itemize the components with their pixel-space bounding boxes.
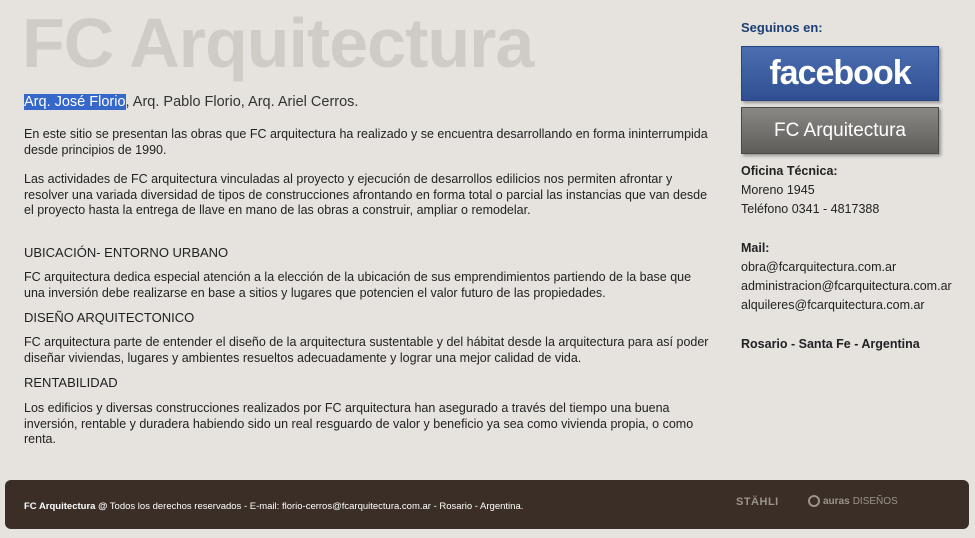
office-address: Moreno 1945: [741, 183, 815, 197]
location-text: Rosario - Santa Fe - Argentina: [741, 337, 920, 351]
auras-logo-light: DISEÑOS: [852, 495, 898, 507]
footer-text: [24, 501, 523, 512]
mail-info: [741, 239, 952, 315]
section-heading-ubicacion: UBICACIÓN- ENTORNO URBANO: [24, 245, 229, 260]
follow-us-title: Seguinos en:: [741, 20, 823, 35]
fc-arquitectura-button[interactable]: FC Arquitectura: [741, 107, 939, 154]
hero-title: FC Arquitectura: [22, 4, 534, 82]
author-highlighted: Arq. José Florio: [24, 94, 126, 110]
auras-logo-bold: auras: [823, 495, 850, 507]
intro-paragraph-1: En este sitio se presentan las obras que FC arquitectura ha realizado y se encuentra desarrollando en forma ininterrumpida desde principios de 1990.: [24, 127, 708, 157]
footer: [5, 480, 969, 529]
auras-logo[interactable]: [808, 495, 898, 507]
footer-brand: FC Arquitectura @: [24, 501, 108, 512]
stahli-logo[interactable]: STÄHLI: [736, 496, 779, 508]
section-text-diseno: FC arquitectura parte de entender el diseño de la arquitectura sustentable y del hábitat desde la arquitectura para así poder diseñar viviendas, lugares y ambientes resueltos adecuadamente y lograr una mejor calidad de vida.: [24, 335, 709, 365]
footer-copyright: Todos los derechos reservados - E-mail: florio-cerros@fcarquitectura.com.ar - Rosario - Argentina.: [107, 501, 524, 512]
mail-link-administracion[interactable]: administracion@fcarquitectura.com.ar: [741, 279, 952, 293]
section-heading-diseno: DISEÑO ARQUITECTONICO: [24, 310, 195, 325]
mail-label: Mail:: [741, 241, 770, 255]
authors-rest: , Arq. Pablo Florio, Arq. Ariel Cerros.: [125, 94, 359, 110]
section-text-ubicacion: FC arquitectura dedica especial atención a la elección de la ubicación de sus emprendimientos partiendo de la base que una inversión debe realizarse en base a sitios y lugares que potencien el valor futuro de las propiedades.: [24, 270, 692, 300]
mail-link-obra[interactable]: obra@fcarquitectura.com.ar: [741, 260, 897, 274]
intro-paragraph-2: Las actividades de FC arquitectura vinculadas al proyecto y ejecución de desarrollos edilicios nos permiten afrontar y resolver una variada diversidad de tipos de construcciones afrontando en forma total o parcial las instancias que van desde el proyecto hasta la entrega de llave en mano de las obras a construir, ampliar o remodelar.: [24, 172, 708, 217]
section-text-rentabilidad: Los edificios y diversas construcciones realizados por FC arquitectura han asegurado a través del tiempo una buena inversión, rentable y duradera habiendo sido un real resguardo de valor y beneficio ya sea como vivienda propia, o como renta.: [24, 401, 694, 446]
mail-link-alquileres[interactable]: alquileres@fcarquitectura.com.ar: [741, 298, 925, 312]
authors-line: [24, 94, 358, 110]
office-info: [741, 162, 879, 219]
office-phone: Teléfono 0341 - 4817388: [741, 202, 880, 216]
office-label: Oficina Técnica:: [741, 164, 838, 178]
facebook-button[interactable]: facebook: [741, 46, 939, 101]
auras-circle-icon: [808, 495, 820, 507]
section-heading-rentabilidad: RENTABILIDAD: [24, 375, 118, 390]
